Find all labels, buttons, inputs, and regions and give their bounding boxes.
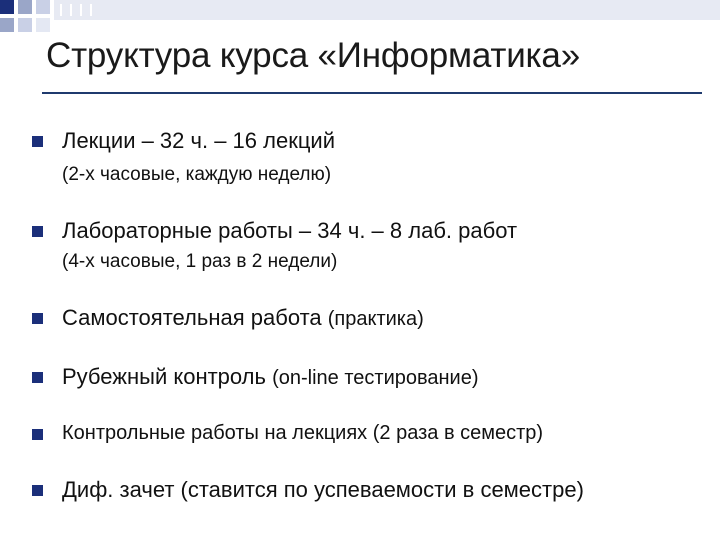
slide-title: Структура курса «Информатика» bbox=[46, 36, 580, 75]
square-bullet-icon bbox=[32, 429, 43, 440]
bullet-note: (практика) bbox=[327, 308, 424, 330]
bullet-text: Диф. зачет (ставится по успеваемости в семестре) bbox=[62, 477, 584, 502]
title-divider bbox=[42, 92, 702, 94]
square-bullet-icon bbox=[32, 226, 43, 237]
bullet-subtext: (4-х часовые, 1 раз в 2 недели) bbox=[62, 251, 338, 272]
bullet-note: (on-line тестирование) bbox=[272, 367, 479, 389]
bullet-text: Лекции – 32 ч. – 16 лекций bbox=[62, 128, 336, 153]
bullet-text-row bbox=[62, 305, 424, 331]
bullet-text: Рубежный контроль bbox=[62, 364, 266, 389]
bullet-subtext: (2-х часовые, каждую неделю) bbox=[62, 164, 332, 185]
square-bullet-icon bbox=[32, 485, 43, 496]
bullet-text: Самостоятельная работа bbox=[62, 305, 322, 330]
square-bullet-icon bbox=[32, 136, 43, 147]
square-bullet-icon bbox=[32, 372, 43, 383]
bullet-text: Лабораторные работы – 34 ч. – 8 лаб. работ bbox=[62, 218, 518, 243]
bullet-text-row bbox=[62, 364, 479, 390]
bullet-text: Контрольные работы на лекциях (2 раза в семестр) bbox=[62, 422, 544, 444]
square-bullet-icon bbox=[32, 313, 43, 324]
